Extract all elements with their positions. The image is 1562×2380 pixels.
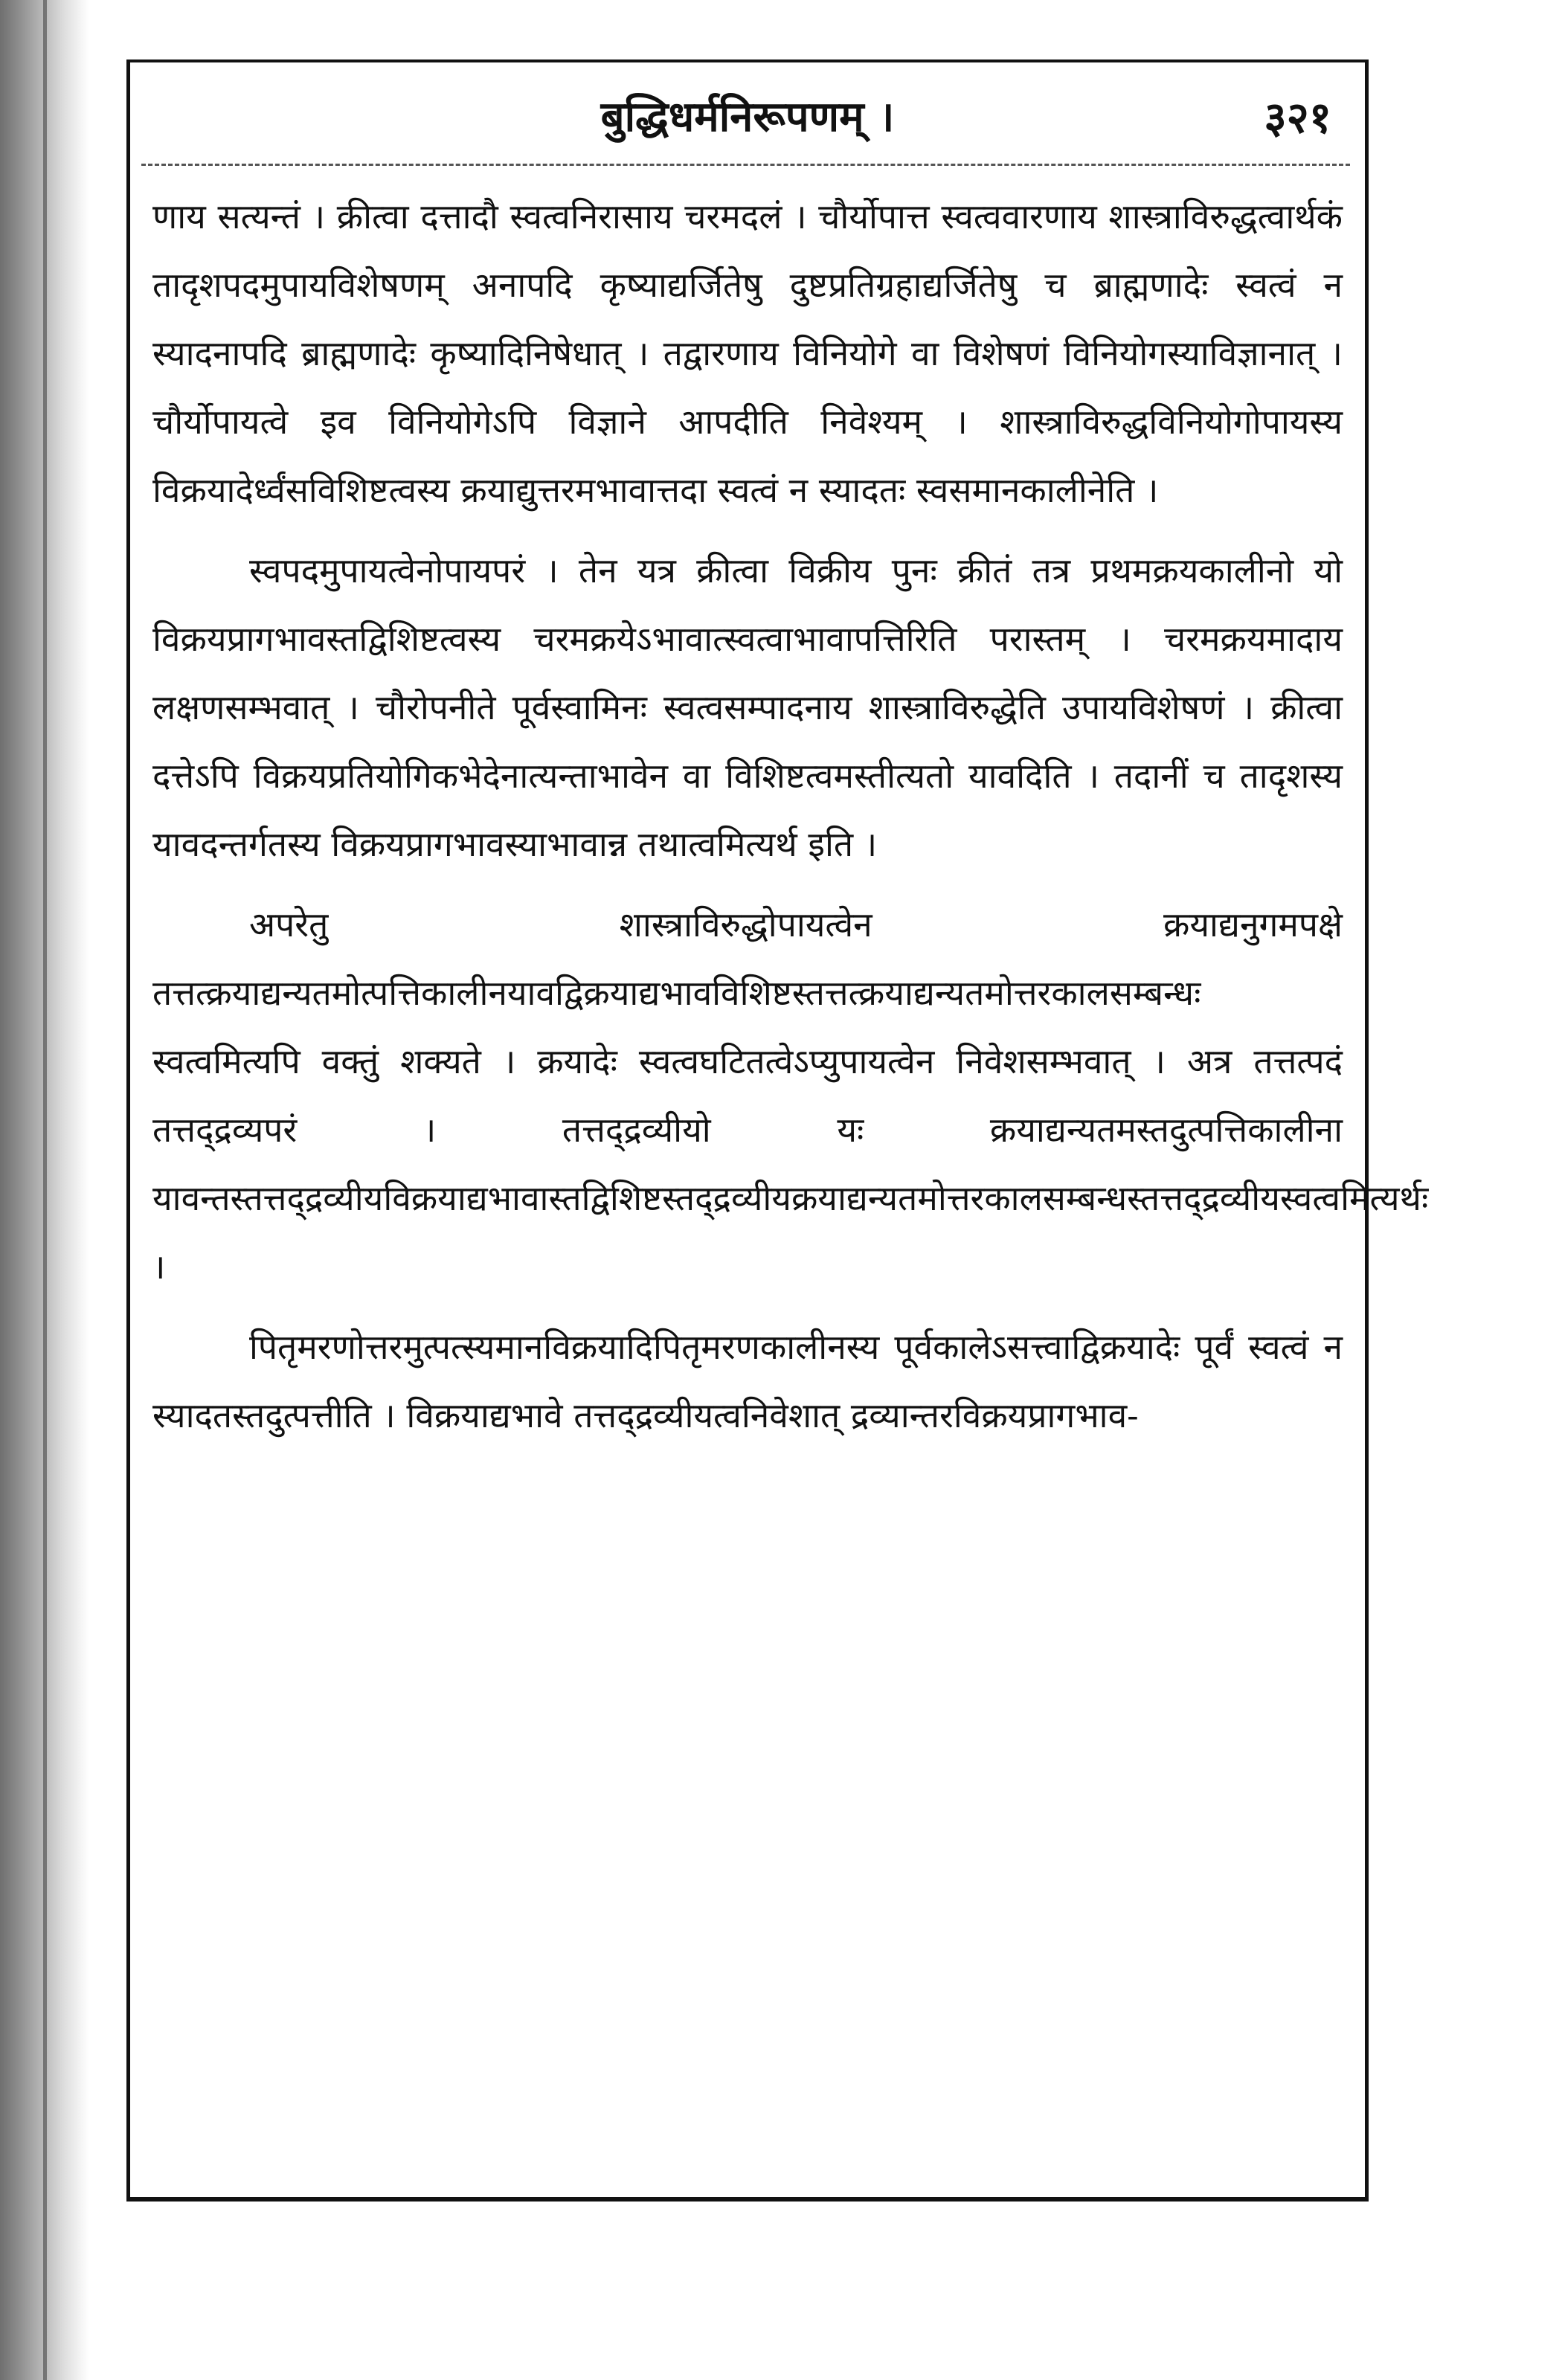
paragraph: पितृमरणोत्तरमुत्पत्स्यमानविक्रयादिपितृमरणकालीनस्य पूर्वकालेऽसत्त्वाद्विक्रयादेः पूर्वं स्वत्वं न स्यादतस्तदुत्पत्तीति । विक्रयाद्यभावे तत्तद्द्रव्यीयत्वनिवेशात् द्रव्यान्तरविक्रयप्रागभाव- — [152, 1327, 1343, 1435]
page-header — [130, 78, 1365, 160]
paragraph: स्वपदमुपायत्वेनोपायपरं । तेन यत्र क्रीत्वा विक्रीय पुनः क्रीतं तत्र प्रथमक्रयकालीनो यो विक्रयप्रागभावस्तद्विशिष्टत्वस्य चरमक्रयेऽभावात्स्वत्वाभावापत्तिरिति परास्तम् । चरमक्रयमादाय लक्षणसम्भवात् । चौरोपनीते पूर्वस्वामिनः स्वत्वसम्पादनाय शास्त्राविरुद्धेति उपायविशेषणं । क्रीत्वा दत्तेऽपि विक्रयप्रतियोगिकभेदेनात्यन्ताभावेन वा विशिष्टत्वमस्तीत्यतो यावदिति । तदानीं च तादृशस्य यावदन्तर्गतस्य विक्रयप्रागभावस्याभावान्न तथात्वमित्यर्थ इति । — [152, 550, 1343, 864]
page-number: ३२१ — [1264, 92, 1331, 143]
paragraph: अपरेतु शास्त्राविरुद्धोपायत्वेन क्रयाद्यनुगमपक्षे तत्तत्क्रयाद्यन्यतमोत्पत्तिकालीनयावद्विक्रयाद्यभावविशिष्टस्तत्तत्क्रयाद्यन्यतमोत्तरकालसम्बन्धः स्वत्वमित्यपि वक्तुं शक्यते । क्रयादेः स्वत्वघटितत्वेऽप्युपायत्वेन निवेशसम्भवात् । अत्र तत्तत्पदं तत्तद्द्रव्यपरं । तत्तद्द्रव्यीयो यः क्रयाद्यन्यतमस्तदुत्पत्तिकालीना यावन्तस्तत्तद्द्रव्यीयविक्रयाद्यभावास्तद्विशिष्टस्तद्द्रव्यीयक्रयाद्यन्यतमोत्तरकालसम्बन्धस्तत्तद्द्रव्यीयस्वत्वमित्यर्थः । — [152, 904, 1429, 1287]
binding-edge — [43, 0, 47, 2380]
running-title: बुद्धिधर्मनिरूपणम् । — [600, 93, 895, 141]
header-rule — [141, 164, 1350, 166]
body-text — [152, 182, 1429, 1461]
paragraph: णाय सत्यन्तं । क्रीत्वा दत्तादौ स्वत्वनिरासाय चरमदलं । चौर्योपात्त स्वत्ववारणाय शास्त्राविरुद्धत्वार्थकं तादृशपदमुपायविशेषणम् अनापदि कृष्याद्यर्जितेषु दुष्टप्रतिग्रहाद्यर्जितेषु च ब्राह्मणादेः स्वत्वं न स्यादनापदि ब्राह्मणादेः कृष्यादिनिषेधात् । तद्वारणाय विनियोगे वा विशेषणं विनियोगस्याविज्ञानात् । चौर्योपायत्वे इव विनियोगेऽपि विज्ञाने आपदीति निवेश्यम् । शास्त्राविरुद्धविनियोगोपायस्य विक्रयादेर्ध्वंसविशिष्टत्वस्य क्रयाद्युत्तरमभावात्तदा स्वत्वं न स्यादतः स्वसमानकालीनेति । — [152, 196, 1343, 510]
